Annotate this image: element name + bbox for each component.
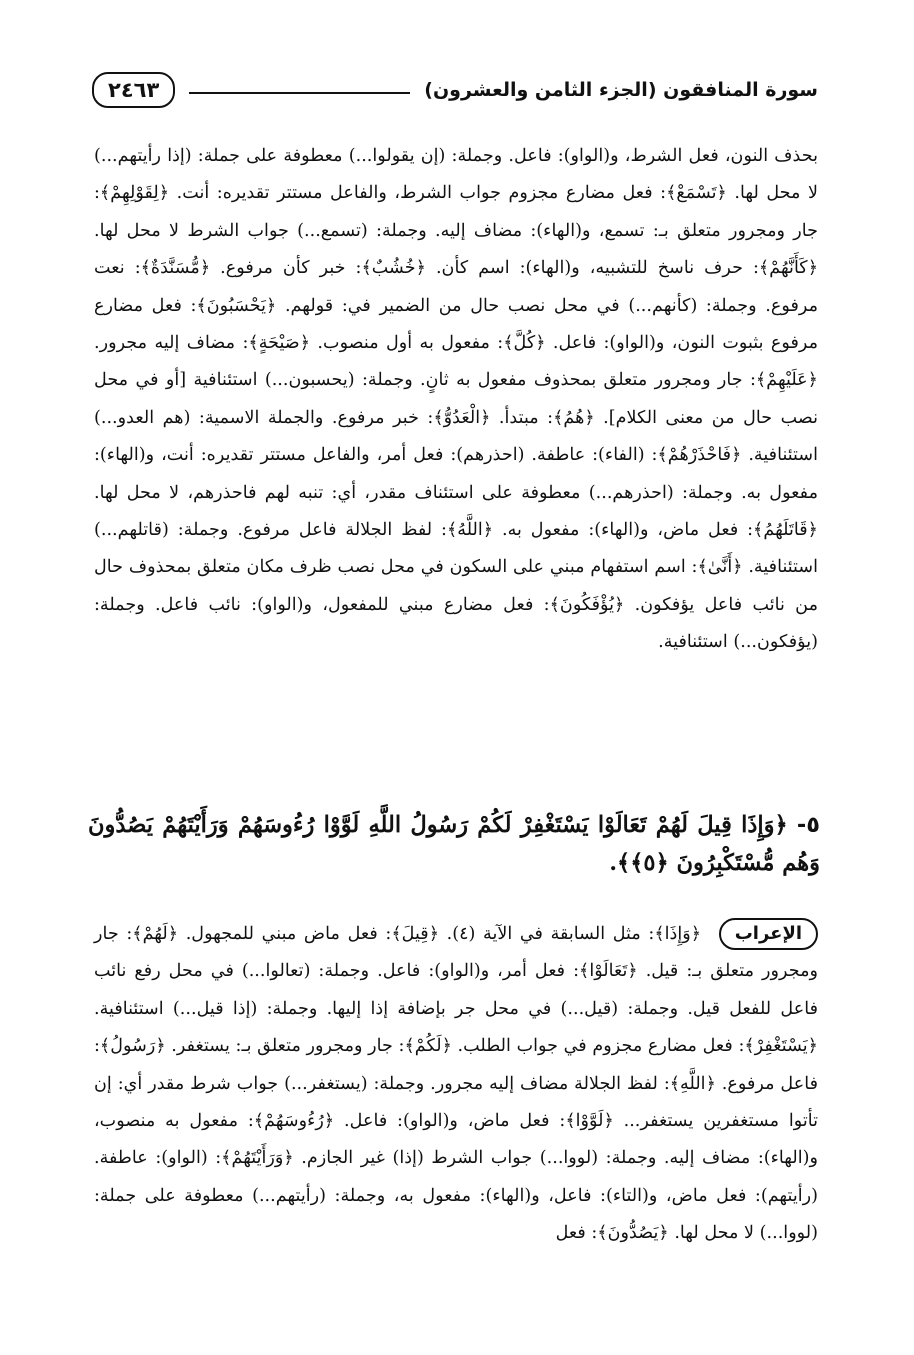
page-header	[92, 68, 818, 112]
paragraph-text: بحذف النون، فعل الشرط، و(الواو): فاعل. وجملة: (إن يقولوا...) معطوفة على جملة: (إذا رأيتهم...) لا محل لها. ﴿تَسْمَعْ﴾: فعل مضارع مجزوم جواب الشرط، والفاعل مستتر تقديره: أنت. ﴿لِقَوْلِهِمْ﴾: جار ومجرور متعلق بـ: تسمع، و(الهاء): مضاف إليه. وجملة: (تسمع...) جواب الشرط لا محل لها. ﴿كَأَنَّهُمْ﴾: حرف ناسخ للتشبيه، و(الهاء): اسم كأن. ﴿خُشُبٌ﴾: خبر كأن مرفوع. ﴿مُّسَنَّدَةٌ﴾: نعت مرفوع. وجملة: (كأنهم...) في محل نصب حال من الضمير في: قولهم. ﴿يَحْسَبُونَ﴾: فعل مضارع مرفوع بثبوت النون، و(الواو): فاعل. ﴿كُلَّ﴾: مفعول به أول منصوب. ﴿صَيْحَةٍ﴾: مضاف إليه مجرور. ﴿عَلَيْهِمْ﴾: جار ومجرور متعلق بمحذوف مفعول به ثانٍ. وجملة: (يحسبون...) استئنافية [أو في محل نصب حال من معنى الكلام]. ﴿هُمُ﴾: مبتدأ. ﴿الْعَدُوُّ﴾: خبر مرفوع. والجملة الاسمية: (هم العدو...) استئنافية. ﴿فَاحْذَرْهُمْ﴾: (الفاء): عاطفة. (احذرهم): فعل أمر، والفاعل مستتر تقديره: أنت، و(الهاء): مفعول به. وجملة: (احذرهم...) معطوفة على استئناف مقدر، أي: تنبه لهم فاحذرهم، لا محل لها. ﴿قَاتَلَهُمُ﴾: فعل ماض، و(الهاء): مفعول به. ﴿اللَّهُ﴾: لفظ الجلالة فاعل مرفوع. وجملة: (قاتلهم...) استئنافية. ﴿أَنَّىٰ﴾: اسم استفهام مبني على السكون في محل نصب ظرف مكان متعلق بمحذوف حال من نائب فاعل يؤفكون. ﴿يُؤْفَكُونَ﴾: فعل مضارع مبني للمفعول، و(الواو): نائب فاعل. وجملة: (يؤفكون...) استئنافية.	[94, 146, 818, 653]
page-number: ٢٤٦٣	[92, 72, 175, 108]
quran-verse	[88, 806, 820, 882]
irab-section	[94, 916, 818, 1253]
header-rule	[189, 92, 410, 94]
verse-text: ﴿وَإِذَا قِيلَ لَهُمْ تَعَالَوْا يَسْتَغْفِرْ لَكُمْ رَسُولُ اللَّهِ لَوَّوْا رُءُوسَهُمْ وَرَأَيْتَهُمْ يَصُدُّونَ وَهُم مُّسْتَكْبِرُونَ ﴿٥﴾﴾.	[88, 812, 820, 876]
verse-number: ٥-	[796, 812, 820, 838]
irab-text: ﴿وَإِذَا﴾: مثل السابقة في الآية (٤). ﴿قِيلَ﴾: فعل ماض مبني للمجهول. ﴿لَهُمْ﴾: جار ومجرور متعلق بـ: قيل. ﴿تَعَالَوْا﴾: فعل أمر، و(الواو): فاعل. وجملة: (تعالوا...) في محل رفع نائب فاعل للفعل قيل. وجملة: (قيل...) في محل جر بإضافة إذا إليها. وجملة: (إذا قيل...) استئنافية. ﴿يَسْتَغْفِرْ﴾: فعل مضارع مجزوم في جواب الطلب. ﴿لَكُمْ﴾: جار ومجرور متعلق بـ: يستغفر. ﴿رَسُولُ﴾: فاعل مرفوع. ﴿اللَّهِ﴾: لفظ الجلالة مضاف إليه مجرور. وجملة: (يستغفر...) جواب شرط مقدر أي: إن تأتوا مستغفرين يستغفر... ﴿لَوَّوْا﴾: فعل ماض، و(الواو): فاعل. ﴿رُءُوسَهُمْ﴾: مفعول به منصوب، و(الهاء): مضاف إليه. وجملة: (لووا...) جواب الشرط (إذا) غير الجازم. ﴿وَرَأَيْتَهُمْ﴾: (الواو): عاطفة. (رأيتهم): فعل ماض، و(التاء): فاعل، و(الهاء): مفعول به، وجملة: (رأيتهم...) معطوفة على جملة: (لووا...) لا محل لها. ﴿يَصُدُّونَ﴾: فعل	[94, 924, 818, 1244]
irab-badge: الإعراب	[719, 918, 818, 950]
body-paragraph	[94, 138, 818, 662]
running-title: سورة المنافقون (الجزء الثامن والعشرون)	[424, 79, 818, 101]
